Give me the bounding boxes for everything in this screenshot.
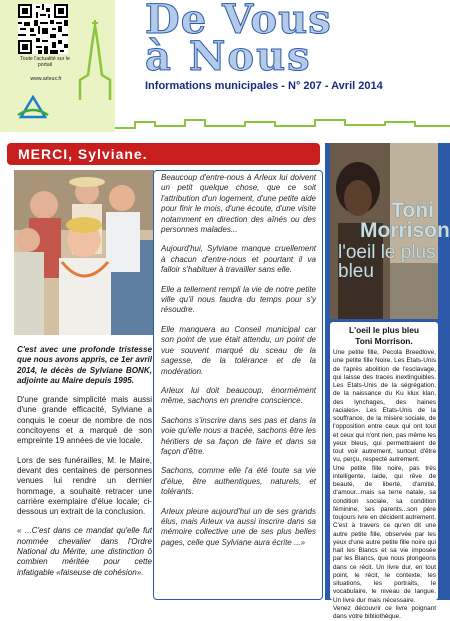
article-paragraph: Arleux lui doit beaucoup, énormément même, sachons en prendre conscience. — [161, 385, 316, 406]
church-steeple-icon — [70, 20, 120, 100]
skyline-outline — [115, 92, 450, 132]
masthead-title-box — [115, 0, 450, 130]
article-paragraph: Sachons, comme elle l'a été toute sa vie d'élue, être authentiques, naturels, et tolérants. — [161, 466, 316, 497]
article-paragraph: Arleux pleure aujourd'hui un de ses grands élus, mais Arleux va aussi inscrire dans sa mémoire collective une de ses plus belles pages, celle que Sylviane aura écrite ...» — [161, 506, 316, 547]
publication-title-line2: à Nous — [145, 33, 312, 80]
book-cover-title: l'oeil le plus bleu — [338, 242, 436, 282]
article-paragraph: Elle manquera au Conseil municipal car son point de vue était attendu, un point de vue souvent marqué du sceau de la sagesse, de la tolérance et de la modération. — [161, 324, 316, 376]
qr-code[interactable] — [18, 4, 68, 54]
review-paragraph: Venez découvrir ce livre poignant dans votre bibliothèque. — [333, 604, 436, 620]
review-title-book: L'oeil le plus bleu — [349, 325, 419, 335]
group-photo — [14, 170, 154, 335]
publication-title-line1: De Vous — [145, 0, 332, 43]
article-paragraph: Sachons s'inscrire dans ses pas et dans la voie qu'elle nous a tracée, sachons être les héritiers de sa façon de faire et dans sa façon d'être. — [161, 415, 316, 456]
book-review — [330, 322, 438, 620]
review-title-author: Toni Morrison. — [355, 336, 413, 346]
article-middle-column — [161, 173, 316, 557]
portal-url[interactable]: www.arleux.fr — [30, 76, 62, 82]
article-heading: MERCI, Sylviane. — [18, 146, 148, 162]
article-left-column — [17, 345, 152, 587]
article-paragraph: Lors de ses funérailles, M. le Maire, devant des centaines de personnes venues lui rendre un dernier hommage, a souhaité retracer une carrière exemplaire d'élue locale; ci-dessous un extrait de la conclusion. — [17, 455, 152, 517]
review-paragraph: Une petite fille, Pecola Breedlove, une petite fille Noire. Les Etats-Unis de l'après abolition de l'esclavage, qui laisse des traces inextinguibles. Les Etats-Unis de la ségrégation, de la naissance du Ku klux klan, des lynchages, des haines raciales». Les Etats-Unis de la souffrance, de la misère sociale, de l'opposition entre ceux qui ont tout et ceux qui n'ont rien, pas même les yeux bleus, qui permettraient de tout voir autrement, surtout d'être vu, perçu, respecté autrement. — [333, 349, 436, 464]
article-heading-bar — [7, 143, 320, 165]
article-quote: « ...C'est dans ce mandat qu'elle fut nommée chevalier dans l'Ordre National du Mérite, une distinction ô combien méritée pour cette infatigable «faiseuse de cohésion». — [17, 526, 152, 577]
article-lead: C'est avec une profonde tristesse que nous avons appris, ce 1er avril 2014, le décès de Sylviane BONK, adjointe au Maire depuis 1995. — [17, 345, 152, 385]
qr-caption: Toute l'actualité sur le portail — [20, 56, 70, 68]
review-title — [330, 325, 438, 347]
article-paragraph: Aujourd'hui, Sylviane manque cruellement à chacun d'entre-nous et pourtant il va falloir s'habituer à travailler sans elle. — [161, 244, 316, 275]
article-paragraph: D'une grande simplicité mais aussi d'une grande efficacité, Sylviane a conquis le coeur de nombre de nos concitoyens et a marqué de son empreinte 19 années de vie locale. — [17, 395, 152, 446]
book-cover-author: Toni Morrison — [360, 199, 450, 242]
book-cover — [330, 143, 450, 319]
review-paragraph: Une petite fille noire, pas très intelligente, laide, qui rêve de beauté, de liberté, d'amitié, d'amour...mais sa terre natale, sa condition sociale, sa condition féminine, ses parents...son père toujours ivre en décident autrement. C'est à travers ce qu'en dit une autre petite fille, observée par les yeux d'une autre petite fille noire qui hait les Blancs et sa vie imposée par les Blancs, que nous plongeons dans ce récit. Un livre dur, en tout point, le récit, le contexte, les situations, les portraits, le vocabulaire, le niveau de langue. Un livre dur mais nécessaire. — [333, 464, 436, 604]
article-paragraph: Elle a tellement rempli la vie de notre petite ville qu'il nous faudra du temps pour s'y résoudre. — [161, 284, 316, 315]
issue-subtitle: Informations municipales - N° 207 - Avril 2014 — [145, 80, 383, 92]
article-paragraph: Beaucoup d'entre-nous à Arleux lui doivent un petit quelque chose, que ce soit l'attribution d'un logement, d'une petite aide pour finir le mois, d'une écoute, d'une visite notamment en direction des aînés ou des personnes malades... — [161, 173, 316, 235]
town-logo-icon — [18, 95, 48, 121]
review-body — [333, 349, 436, 621]
masthead — [0, 0, 450, 132]
